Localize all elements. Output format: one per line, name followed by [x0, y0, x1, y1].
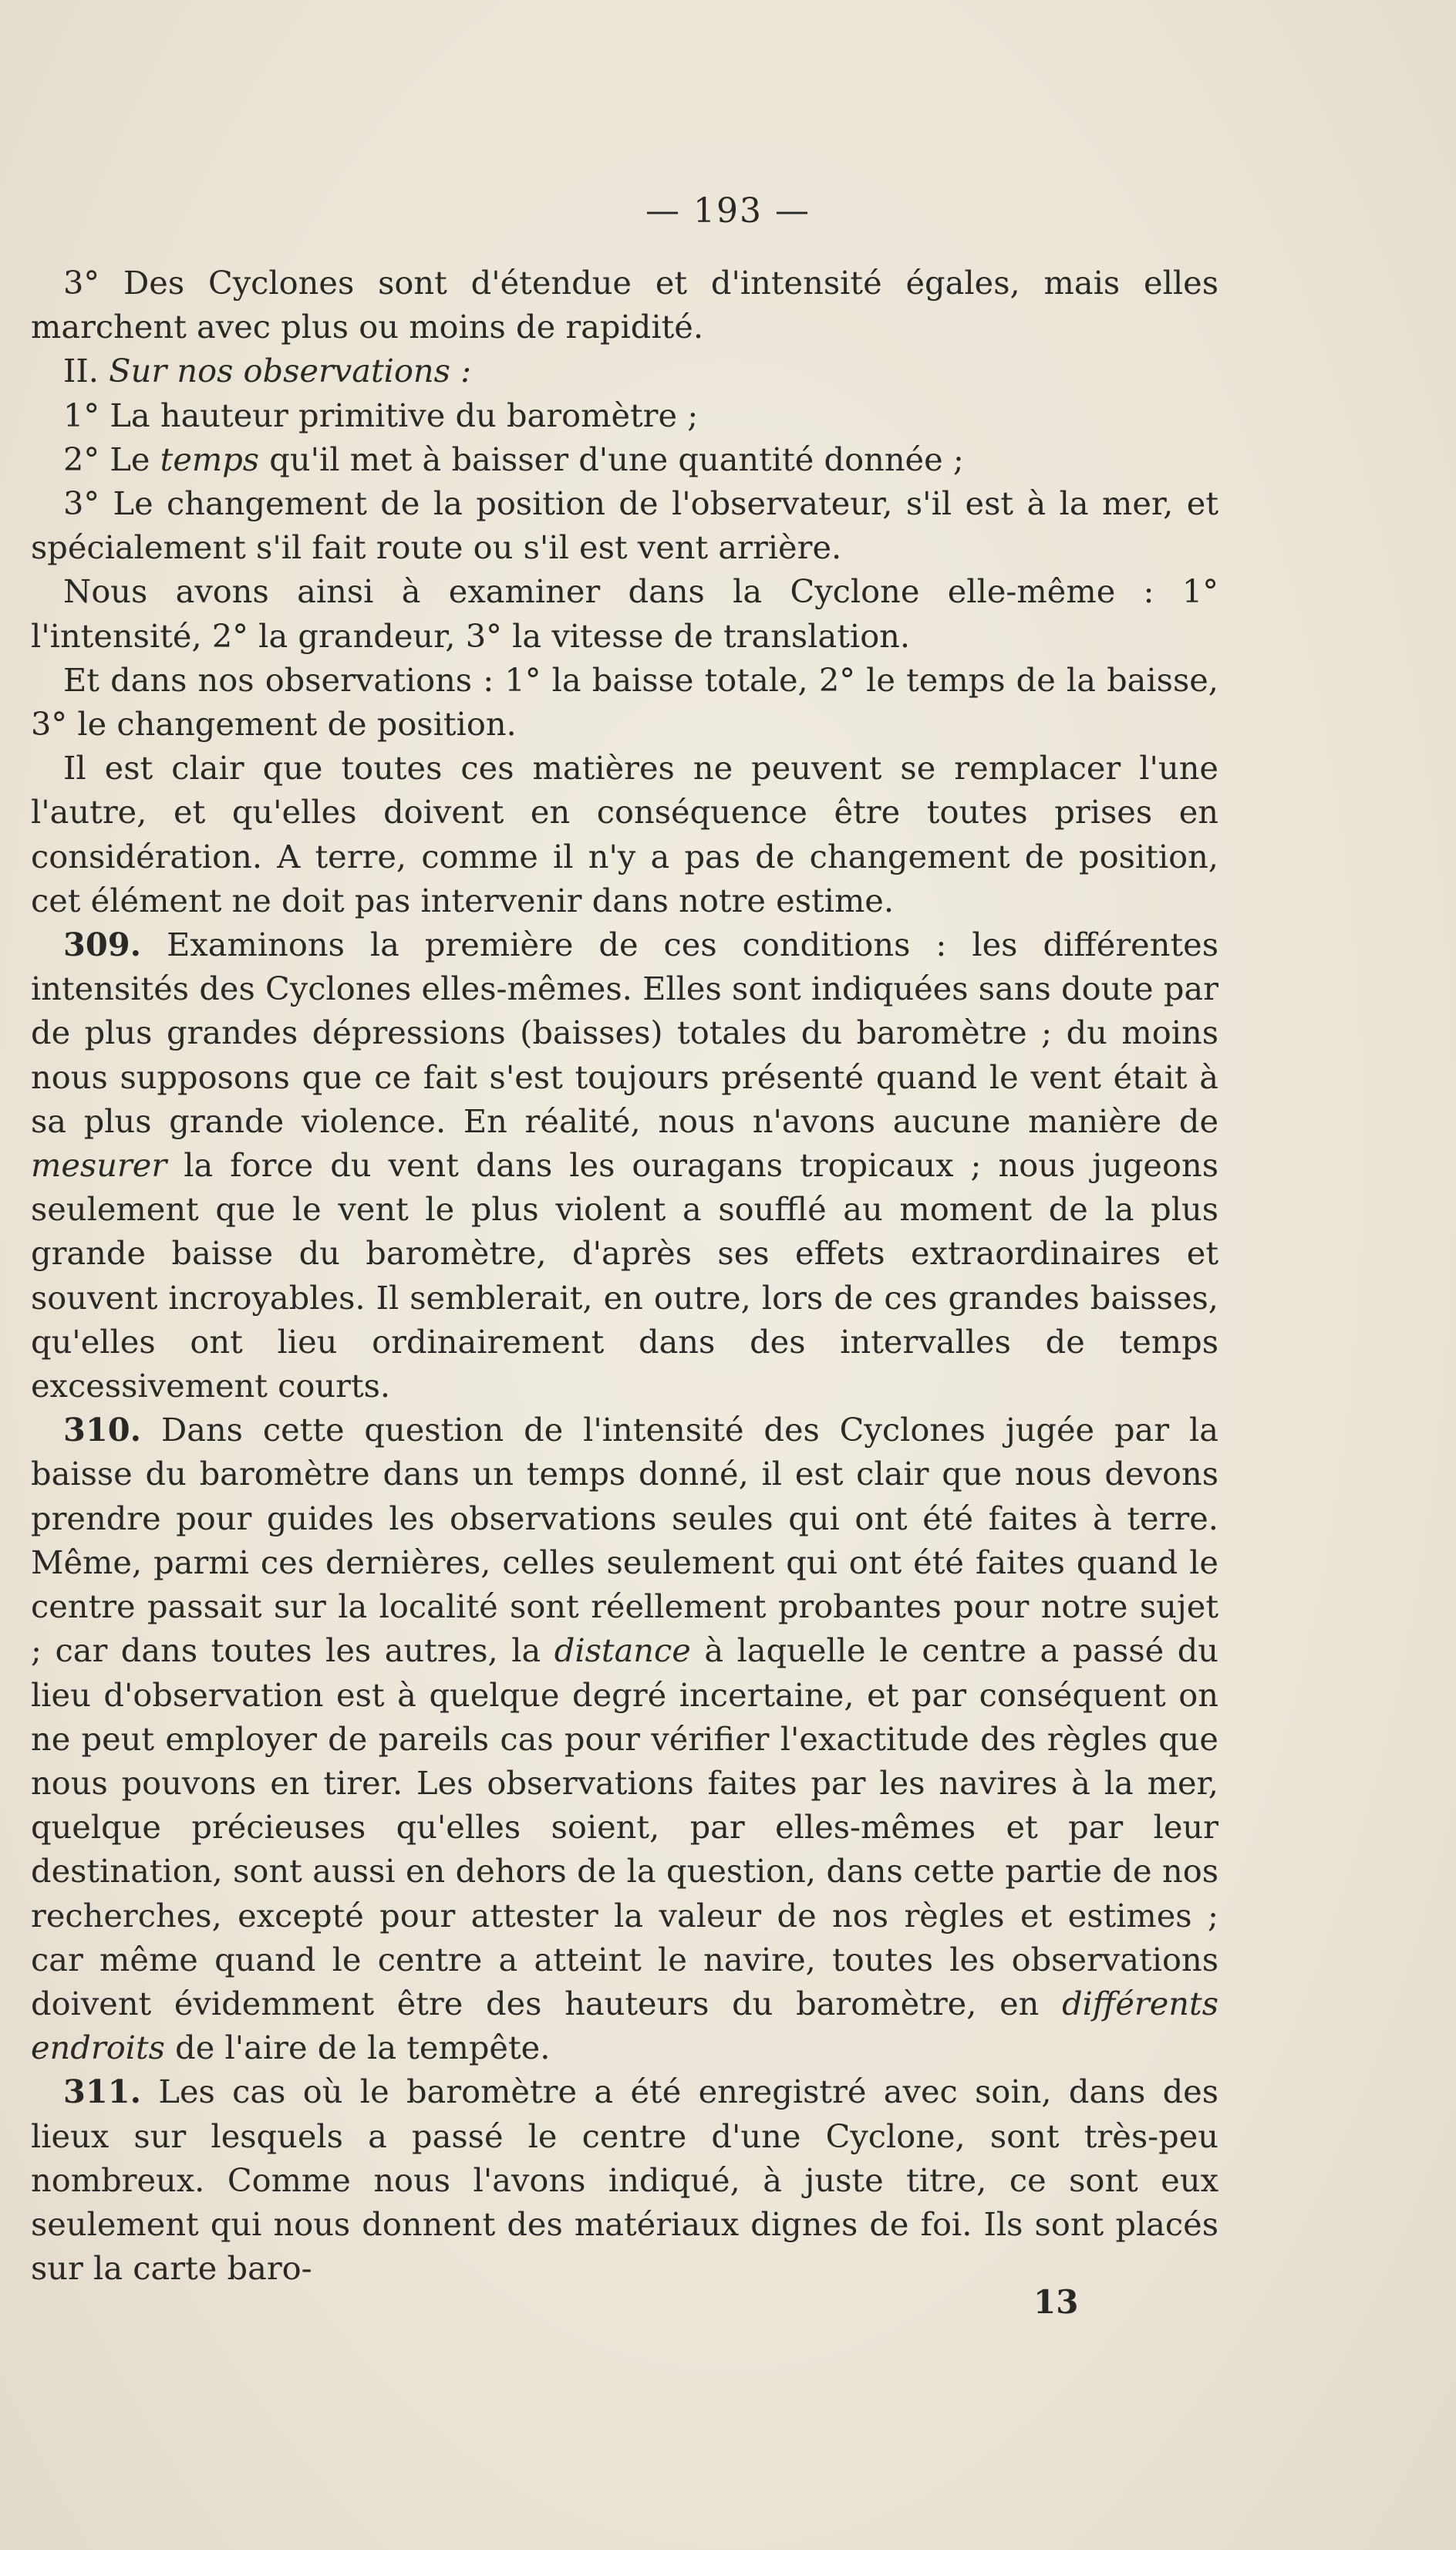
paragraph-examine-cyclone: Nous avons ainsi à examiner dans la Cyclone elle-même : 1° l'intensité, 2° la grandeur, 3° la vitesse de translation.	[31, 572, 1218, 655]
page-number: — 193 —	[645, 191, 811, 231]
paragraph-310: 310. Dans cette question de l'intensité des Cyclones jugée par la baisse du baromètre dans un temps donné, il est clair que nous devons prendre pour guides les observations seules qui ont été faites à terre. Même, parmi ces dernières, celles seulement qui ont été faites quand le centre passait sur la localité sont réellement probantes pour notre sujet ; car dans toutes les autres, la distance à laquelle le centre a passé du lieu d'observation est à quelque degré incertaine, et par conséquent on ne peut employer de pareils cas pour vérifier l'exactitude des règles que nous pouvons en tirer. Les observations faites par les navires à la mer, quelque précieuses qu'elles soient, par elles-mêmes et par leur destination, sont aussi en dehors de la question, dans cette partie de nos recherches, excepté pour attester la valeur de nos règles et estimes ; car même quand le centre a atteint le navire, toutes les observations doivent évidemment être des hauteurs du baromètre, en différents endroits de l'aire de la tempête.	[31, 1411, 1218, 2067]
section-number-311: 311.	[63, 2073, 142, 2111]
body-text	[31, 261, 1218, 2290]
paragraph-311: 311. Les cas où le baromètre a été enregistré avec soin, dans des lieux sur lesquels a passé le centre d'une Cyclone, sont très-peu nombreux. Comme nous l'avons indiqué, à juste titre, ce sont eux seulement qui nous donnent des matériaux dignes de foi. Ils sont placés sur la carte baro-	[31, 2073, 1218, 2288]
section-number-310: 310.	[63, 1411, 142, 1449]
paragraph-clear: Il est clair que toutes ces matières ne peuvent se remplacer l'une l'autre, et qu'elles doivent en conséquence être toutes prises en considération. A terre, comme il n'y a pas de changement de position, cet élément ne doit pas intervenir dans notre estime.	[31, 749, 1218, 919]
paragraph-observations: Et dans nos observations : 1° la baisse totale, 2° le temps de la baisse, 3° le changement de position.	[31, 660, 1218, 744]
paragraph-item-3: 3° Le changement de la position de l'observateur, s'il est à la mer, et spécialement s'il fait route ou s'il est vent arrière.	[31, 484, 1218, 567]
paragraph-item-1: 1° La hauteur primitive du baromètre ;	[63, 396, 699, 434]
section-number-309: 309.	[63, 926, 142, 964]
signature-mark: 13	[1033, 2283, 1079, 2321]
paragraph-item-2: 2° Le temps qu'il met à baisser d'une quantité donnée ;	[63, 440, 964, 478]
paragraph-3-cyclones: 3° Des Cyclones sont d'étendue et d'intensité égales, mais elles marchent avec plus ou moins de rapidité.	[31, 264, 1218, 346]
paragraph-309: 309. Examinons la première de ces conditions : les différentes intensités des Cyclones elles-mêmes. Elles sont indiquées sans doute par de plus grandes dépressions (baisses) totales du baromètre ; du moins nous supposons que ce fait s'est toujours présenté quand le vent était à sa plus grande violence. En réalité, nous n'avons aucune manière de mesurer la force du vent dans les ouragans tropicaux ; nous jugeons seulement que le vent le plus violent a soufflé au moment de la plus grande baisse du baromètre, d'après ses effets extraordinaires et souvent incroyables. Il semblerait, en outre, lors de ces grandes baisses, qu'elles ont lieu ordinairement dans des intervalles de temps excessivement courts.	[31, 926, 1218, 1405]
paragraph-section-ii: II. Sur nos observations :	[63, 352, 472, 390]
